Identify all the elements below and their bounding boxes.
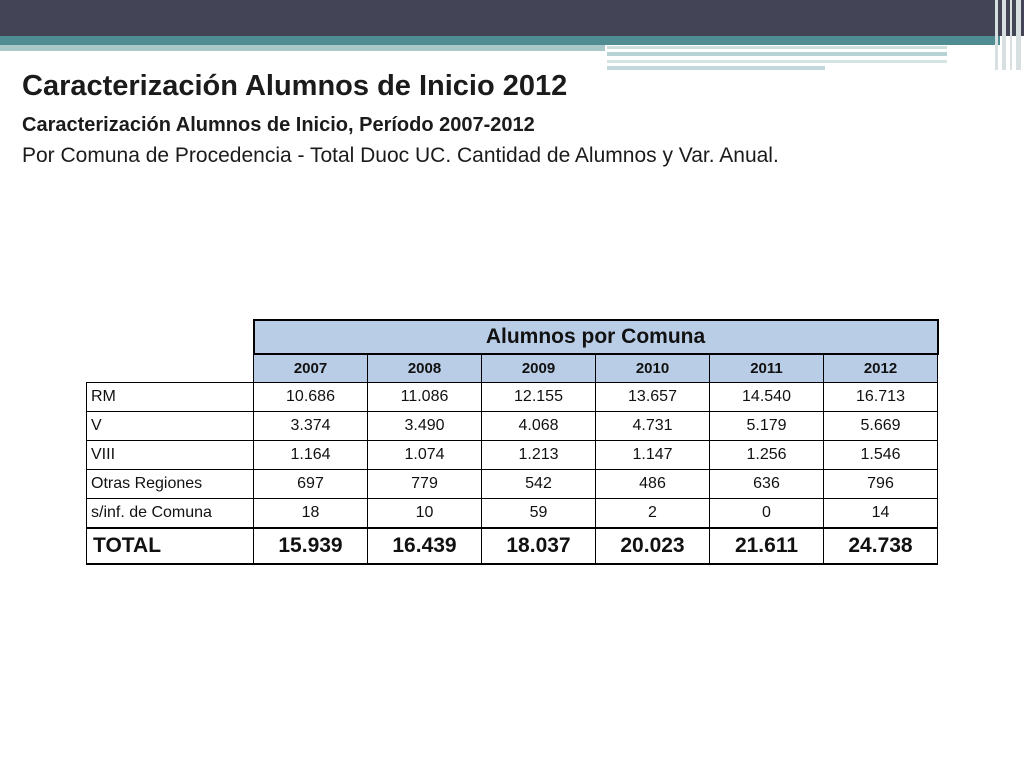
banner-teal-stripe [0,36,1000,45]
banner-line [607,66,825,70]
table-cell: 779 [368,470,482,499]
table-year-header-row [87,354,938,383]
total-label: TOTAL [87,528,254,564]
table-cell: 1.256 [710,441,824,470]
table-year-header: 2009 [482,354,596,383]
banner-vertical-bars [993,0,1024,70]
table-cell: 486 [596,470,710,499]
total-cell: 16.439 [368,528,482,564]
table-cell: 18 [254,499,368,529]
students-by-comuna-table [86,319,939,565]
table-year-header: 2008 [368,354,482,383]
table-row [87,499,938,529]
table-cell: 16.713 [824,383,938,412]
row-label: s/inf. de Comuna [87,499,254,529]
table-cell: 636 [710,470,824,499]
table-cell: 14 [824,499,938,529]
table-row [87,470,938,499]
table-corner [87,320,254,354]
table-cell: 4.731 [596,412,710,441]
table-cell: 10.686 [254,383,368,412]
table-cell: 1.164 [254,441,368,470]
row-label: VIII [87,441,254,470]
table-year-header: 2007 [254,354,368,383]
table-cell: 2 [596,499,710,529]
banner-line [607,60,947,63]
table-cell: 1.213 [482,441,596,470]
table-row [87,412,938,441]
total-cell: 15.939 [254,528,368,564]
table-cell: 697 [254,470,368,499]
total-cell: 18.037 [482,528,596,564]
total-cell: 20.023 [596,528,710,564]
table-cell: 12.155 [482,383,596,412]
table-cell: 4.068 [482,412,596,441]
table-cell: 5.179 [710,412,824,441]
table-row [87,441,938,470]
slide-title: Caracterización Alumnos de Inicio 2012 [22,70,568,102]
slide-subtitle: Caracterización Alumnos de Inicio, Período 2007-2012 [22,114,535,136]
row-label: RM [87,383,254,412]
table-body [87,383,938,565]
table-cell: 14.540 [710,383,824,412]
table-year-header: 2010 [596,354,710,383]
banner-light-stripe [0,45,605,51]
table-cell: 0 [710,499,824,529]
total-cell: 24.738 [824,528,938,564]
table-year-header: 2012 [824,354,938,383]
table-cell: 5.669 [824,412,938,441]
row-label: Otras Regiones [87,470,254,499]
table-cell: 3.374 [254,412,368,441]
banner-line [607,52,947,56]
table-cell: 11.086 [368,383,482,412]
table-year-header: 2011 [710,354,824,383]
table-cell: 10 [368,499,482,529]
table-cell: 1.546 [824,441,938,470]
banner-dark-band [0,0,1024,36]
slide-header-banner [0,0,1024,70]
total-cell: 21.611 [710,528,824,564]
banner-line [607,46,947,49]
slide-description: Por Comuna de Procedencia - Total Duoc UC. Cantidad de Alumnos y Var. Anual. [22,144,779,167]
table-cell: 1.074 [368,441,482,470]
table-cell: 542 [482,470,596,499]
table-cell: 3.490 [368,412,482,441]
table-row [87,383,938,412]
table-cell: 59 [482,499,596,529]
table-group-header: Alumnos por Comuna [254,320,938,354]
table-total-row [87,528,938,564]
table-cell: 1.147 [596,441,710,470]
table-corner [87,354,254,383]
table-cell: 13.657 [596,383,710,412]
row-label: V [87,412,254,441]
table-cell: 796 [824,470,938,499]
